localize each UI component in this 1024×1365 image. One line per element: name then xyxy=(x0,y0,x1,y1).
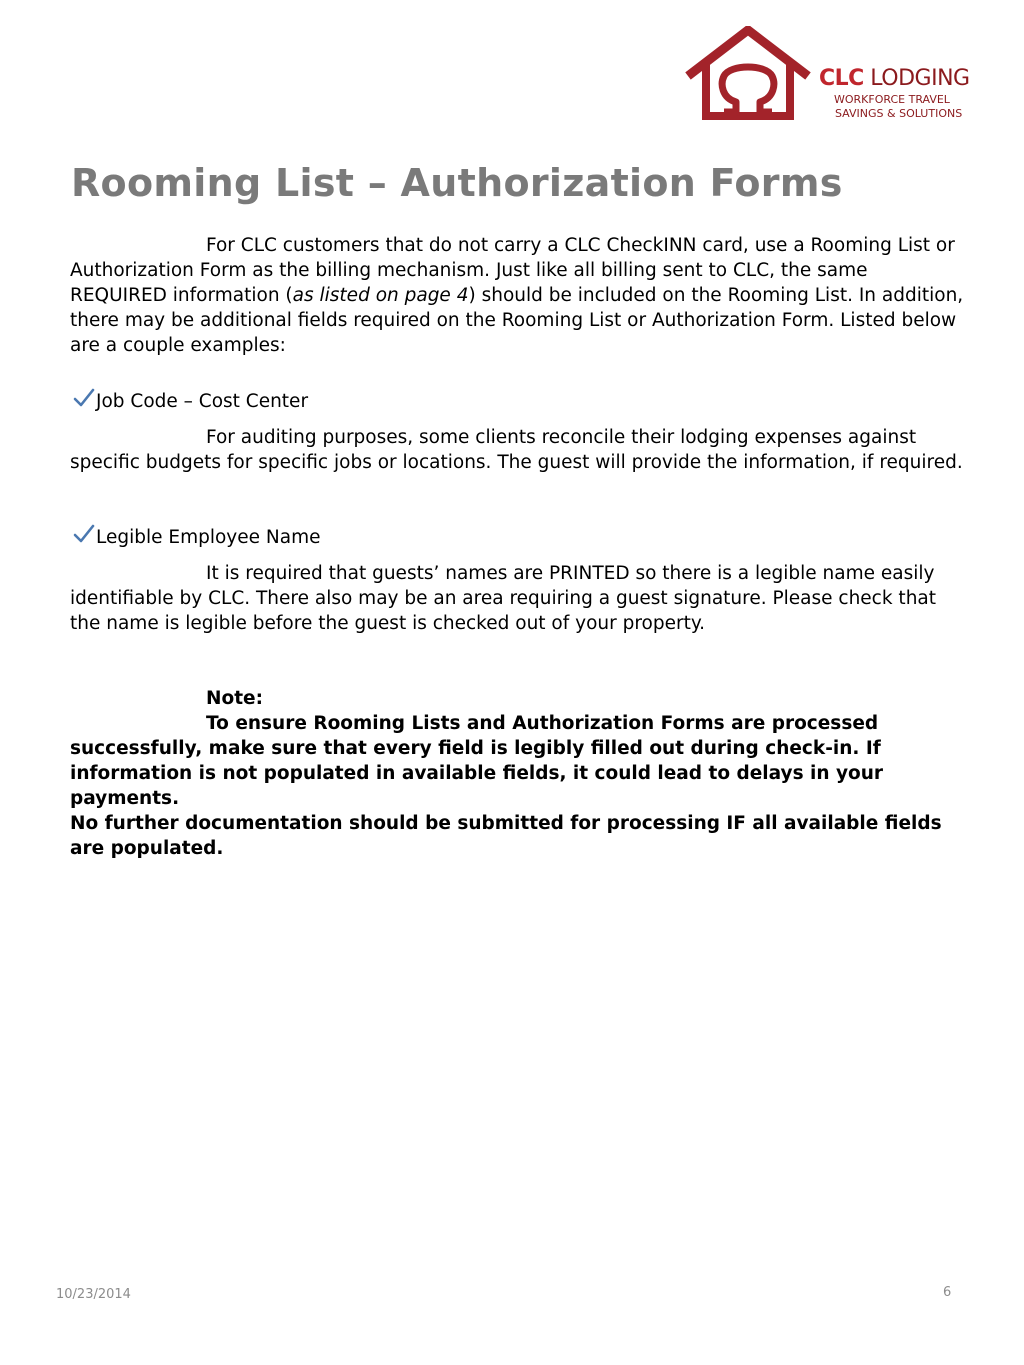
item-heading-job-code: Job Code – Cost Center xyxy=(73,388,308,414)
item-body-employee-name: It is required that guests’ names are PRINTED so there is a legible name easily identifiable by CLC. There also may be an area requiring a guest signature. Please check that the name is legible before the guest is checked out of your property. xyxy=(70,563,937,634)
logo-tagline-1: WORKFORCE TRAVEL xyxy=(834,93,950,106)
note-body: To ensure Rooming Lists and Authorization Forms are processed successfully, make sure that every field is legibly filled out during check-in. If information is not populated in available fields, it could lead to delays in your payments. xyxy=(70,713,884,809)
note-label: Note: xyxy=(206,688,263,709)
checkmark-icon xyxy=(73,388,95,408)
note-extra: No further documentation should be submitted for processing IF all available fields are populated. xyxy=(70,813,942,859)
page-number: 6 xyxy=(943,1285,952,1300)
intro-paragraph: For CLC customers that do not carry a CLC CheckINN card, use a Rooming List or Authorization Form as the billing mechanism. Just like all billing sent to CLC, the same REQUIRED information (as listed on page 4) should be included on the Rooming List. In addition, there may be additional fields required on the Rooming List or Authorization Form. Listed below are a couple examples: xyxy=(70,235,964,356)
checkmark-icon xyxy=(73,524,95,544)
clc-lodging-logo xyxy=(684,26,1004,122)
logo-tagline-2: SAVINGS & SOLUTIONS xyxy=(835,107,963,120)
item-heading-employee-name: Legible Employee Name xyxy=(73,524,320,550)
footer-date: 10/23/2014 xyxy=(56,1287,131,1302)
page-title: Rooming List – Authorization Forms xyxy=(71,161,843,205)
item-body-job-code: For auditing purposes, some clients reconcile their lodging expenses against specific budgets for specific jobs or locations. The guest will provide the information, if required. xyxy=(70,427,963,473)
logo-wordmark: CLC LODGING xyxy=(819,66,970,91)
house-omega-icon xyxy=(684,26,812,120)
page-reference: as listed on page 4 xyxy=(292,285,469,306)
